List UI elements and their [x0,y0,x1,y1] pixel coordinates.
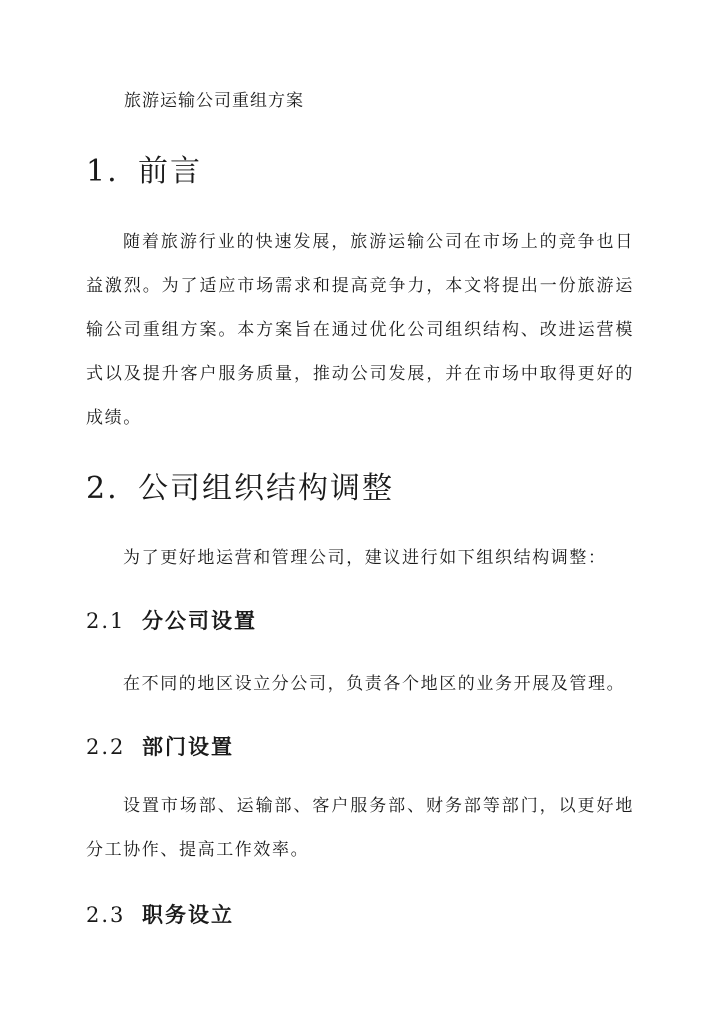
subsection-heading-2-3 [86,899,234,929]
section-title: 公司组织结构调整 [138,471,394,506]
section-heading-1 [86,146,202,190]
section-paragraph-2: 为了更好地运营和管理公司，建议进行如下组织结构调整： [123,548,607,568]
subsection-title: 职务设立 [142,902,234,927]
subsection-paragraph-2-1: 在不同的地区设立分公司，负责各个地区的业务开展及管理。 [123,674,626,694]
subsection-number: 2.3 [86,903,126,927]
section-number: 2. [86,471,119,506]
section-number: 1. [86,154,119,189]
subsection-title: 部门设置 [142,734,234,759]
subsection-number: 2.2 [86,735,126,759]
subsection-number: 2.1 [86,609,126,633]
subsection-heading-2-2 [86,731,234,761]
subsection-title: 分公司设置 [142,608,257,633]
subsection-heading-2-1 [86,605,257,635]
document-title: 旅游运输公司重组方案 [124,91,304,111]
section-heading-2 [86,463,394,507]
section-paragraph-1: 随着旅游行业的快速发展，旅游运输公司在市场上的竞争也日益激烈。为了适应市场需求和提高竞争力，本文将提出一份旅游运输公司重组方案。本方案旨在通过优化公司组织结构、改进运营模式以及提升客户服务质量，推动公司发展，并在市场中取得更好的成绩。 [86,232,634,428]
subsection-paragraph-2-2: 设置市场部、运输部、客户服务部、财务部等部门，以更好地分工协作、提高工作效率。 [86,796,634,860]
section-title: 前言 [138,154,202,189]
